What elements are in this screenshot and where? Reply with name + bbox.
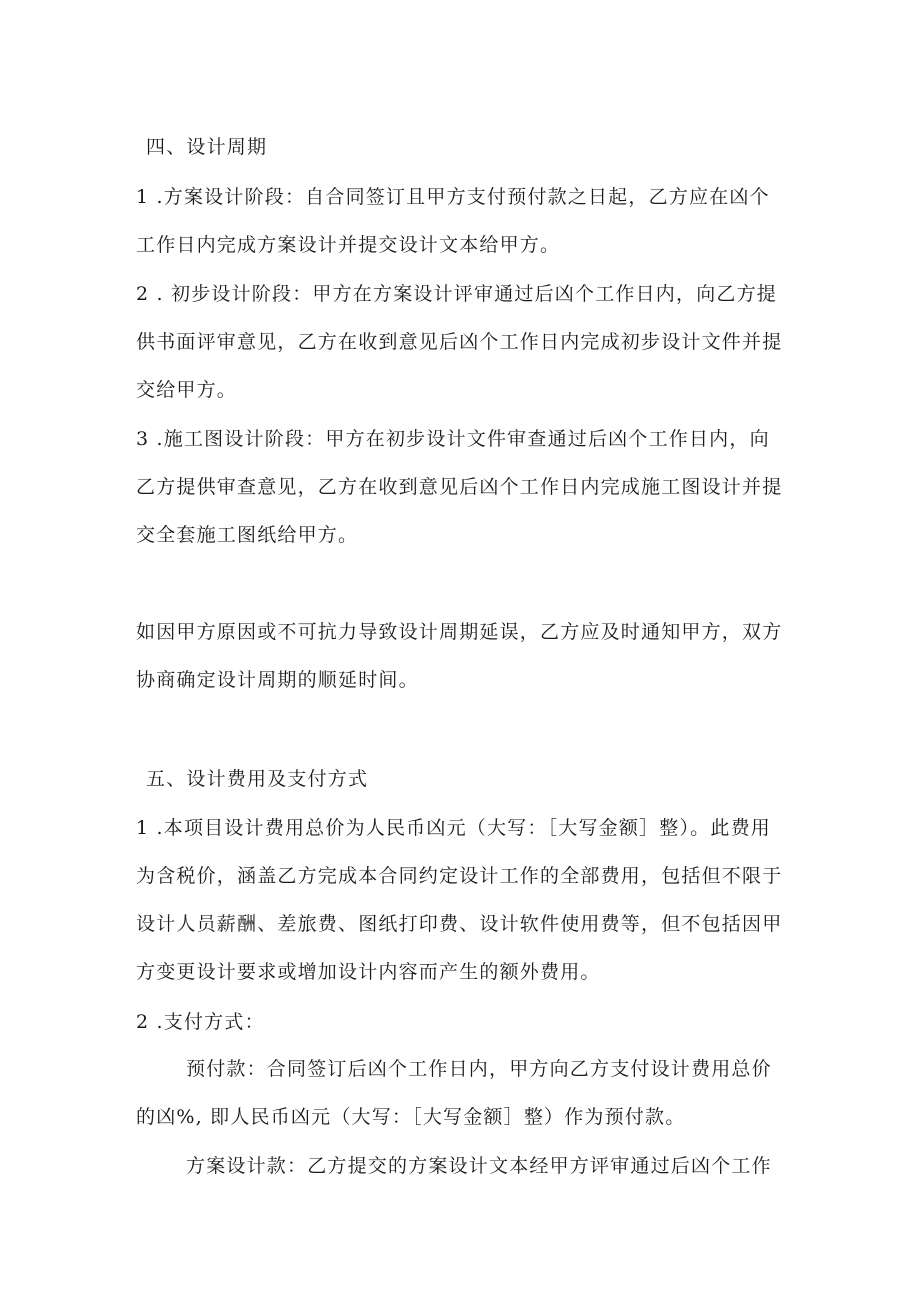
section-4-note-line-1: 如因甲方原因或不可抗力导致设计周期延误，乙方应及时通知甲方，双方 [136, 621, 783, 643]
scheme-payment-line-1: 方案设计款：乙方提交的方案设计文本经甲方评审通过后凶个工作 [186, 1155, 772, 1177]
section-5-item-1-line-3: 设计人员薪酬、差旅费、图纸打印费、设计软件使用费等，但不包括因甲 [136, 913, 783, 935]
section-4-item-3-line-2: 乙方提供审查意见，乙方在收到意见后凶个工作日内完成施工图设计并提 [136, 476, 783, 498]
section-4-item-2-line-3: 交给甲方。 [136, 379, 238, 401]
section-4-item-2-line-1: 2 . 初步设计阶段：甲方在方案设计评审通过后凶个工作日内，向乙方提 [136, 283, 778, 305]
section-5-item-2-line-1: 2 .支付方式： [136, 1011, 265, 1033]
section-4-item-3-line-3: 交全套施工图纸给甲方。 [136, 524, 359, 546]
section-4-heading: 四、设计周期 [146, 136, 268, 158]
section-4-item-3-line-1: 3 .施工图设计阶段：甲方在初步设计文件审查通过后凶个工作日内，向 [136, 428, 770, 450]
section-5-item-1-line-4: 方变更设计要求或增加设计内容而产生的额外费用。 [136, 961, 601, 983]
section-5-item-1-line-2: 为含税价，涵盖乙方完成本合同约定设计工作的全部费用，包括但不限于 [136, 865, 783, 887]
section-4-item-1-line-2: 工作日内完成方案设计并提交设计文本给甲方。 [136, 234, 561, 256]
prepayment-line-1: 预付款：合同签订后凶个工作日内，甲方向乙方支付设计费用总价 [186, 1058, 772, 1080]
section-4-item-2-line-2: 供书面评审意见，乙方在收到意见后凶个工作日内完成初步设计文件并提 [136, 331, 783, 353]
section-4-item-1-line-1: 1 .方案设计阶段：自合同签订且甲方支付预付款之日起，乙方应在凶个 [136, 186, 770, 208]
section-4-note-line-2: 协商确定设计周期的顺延时间。 [136, 669, 419, 691]
section-5-item-1-line-1: 1 .本项目设计费用总价为人民币凶元（大写：［大写金额］整）。此费用 [136, 817, 771, 839]
section-5-heading: 五、设计费用及支付方式 [146, 768, 369, 790]
prepayment-line-2: 的凶%, 即人民币凶元（大写：［大写金额］整）作为预付款。 [136, 1106, 686, 1128]
